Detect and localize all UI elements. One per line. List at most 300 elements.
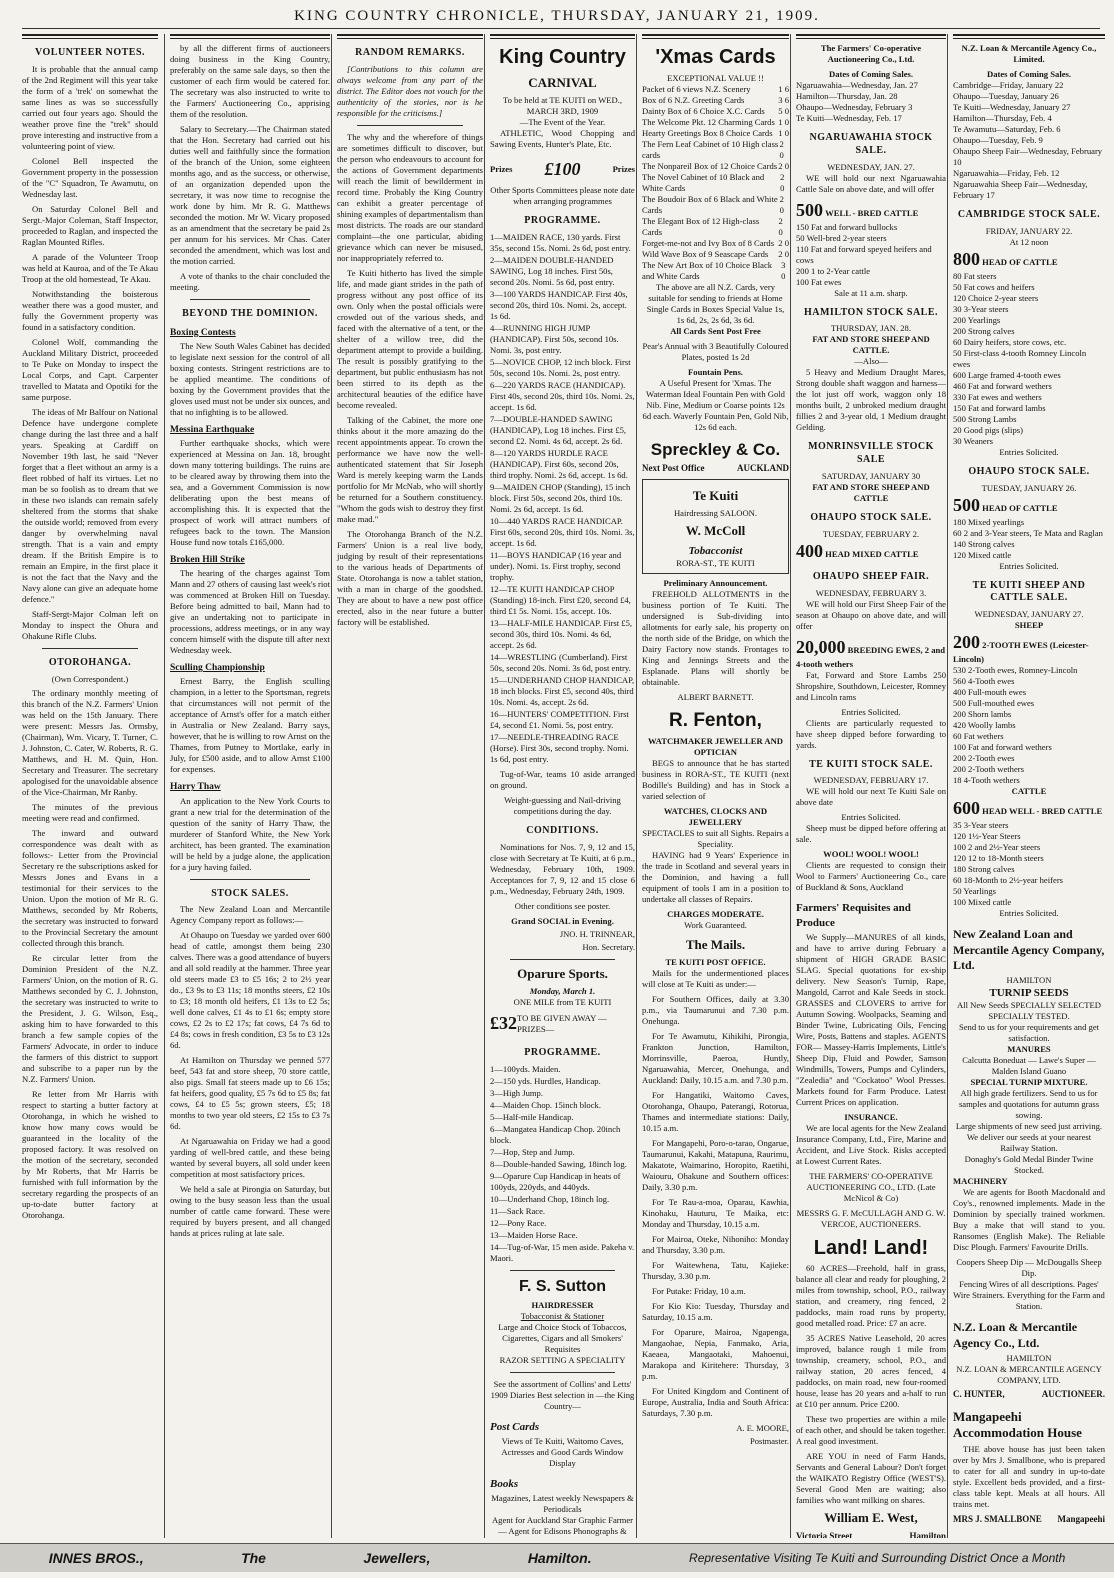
price-value: 2 0: [778, 248, 789, 259]
footer-town: Hamilton.: [527, 1550, 592, 1566]
price-value: 1 6: [778, 83, 789, 94]
list-item: 5—NOVICE CHOP, 12 inch block. First 50s, second 10s. Nomi. 2s, post entry.: [490, 357, 631, 379]
price-item: Box of 6 N.Z. Greeting Cards: [642, 94, 745, 105]
dipped-note: Sheep must be dipped before offering at sale.: [796, 823, 946, 845]
oparure-amount: £32: [490, 1013, 517, 1034]
fenton-work: Work Guaranteed.: [684, 919, 747, 930]
paragraph: The why and the wherefore of things are sometimes difficult to discover, but the person who endeavours to account for the actions of Government departments will reach the limit of bewilderment in record time. Probably the King Country can exhibit a greater percentage of shining examples of departmentalism than most districts. The roads are our standard complaint—the one particular, abiding grievance which can never be misused, nor inappropriately referred to.: [337, 131, 483, 263]
mails-item: For Te Awamutu, Kihikihi, Pirongia, Frankton Junction, Hamilton, Morrinsville, Paeroa, Huntly, Ngaruawahia, Mercer, Onehunga, and Auckland: Daily, 10.15 a.m. and 7.30 p.m.: [642, 1031, 789, 1086]
spreckley-address: [642, 463, 789, 475]
sale-headline: [796, 636, 946, 670]
sale-item: 60 Dairy heifers, store cows, etc.: [953, 336, 1067, 347]
divider: [190, 299, 310, 300]
mails-heading: The Mails.: [685, 936, 746, 952]
sale-count: 200: [953, 632, 980, 653]
stock-sales-title: STOCK SALES.: [211, 887, 289, 899]
sale-item: 200 2-Tooth wethers: [953, 764, 1024, 775]
xmas-note: The above are all N.Z. Cards, very suitable for sending to friends at Home: [648, 281, 783, 303]
sale-count-label: BREEDING EWES, 2 and 4-tooth wethers: [796, 644, 946, 669]
sale-date: FRIDAY, JANUARY 22.: [985, 225, 1073, 236]
dates-item: Te Awamutu—Saturday, Feb. 6: [953, 124, 1061, 134]
list-item: 12—Pony Race.: [490, 1218, 547, 1229]
list-item: 9—Oparure Cup Handicap in heats of 100yds, 220yds, and 440yds.: [490, 1171, 621, 1193]
list-item: 7—DOUBLE-HANDED SAWING (HANDICAP), Log 18 inches. First £5, second £2. Nomi. 4s 6d, accept. 2s 6d.: [490, 414, 627, 447]
sale-heading: CAMBRIDGE STOCK SALE.: [957, 209, 1101, 220]
sale-headline: [953, 494, 1105, 517]
price-value: 2 0: [780, 171, 785, 193]
sale-count-label: WELL - BRED CATTLE: [825, 207, 919, 218]
sale-count-label: HEAD OF CATTLE: [982, 502, 1058, 513]
sale-headline: [796, 199, 946, 222]
footer-firm: INNES BROS.,: [48, 1550, 144, 1566]
conditions-text: Nominations for Nos. 7, 9, 12 and 15, close with Secretary at Te Kuiti, at 6 p.m., Wednesday, February 10th, 1909. Acceptances for 7, 9, 12 and 15 close 6 p.m., Wednesday, February 24th, 1909.: [490, 841, 635, 896]
sale-item: 560 4-Tooth ewes: [953, 676, 1015, 687]
sale-item: 120 12 to 18-Month steers: [953, 853, 1044, 864]
sale-item: 400 Full-mouth ewes: [953, 687, 1027, 698]
sale-heading: HAMILTON STOCK SALE.: [803, 306, 939, 318]
sale-time: At 12 noon: [1009, 236, 1049, 247]
price-value: 2 0: [778, 237, 789, 248]
paragraph: At Hamilton on Thursday we penned 577 beef, 543 fat and store sheep, 70 store cattle, also pigs. Small fat steers made up to £6 15s; fat heifers, good quality, £5 7s 6d to £5 8s; fat cows, £4 to £5 5s; grown steers, £5; 18 months to two year old steers, £2 15s to £3 7s 6d.: [170, 1055, 330, 1132]
smallbone-name: MRS J. SMALLBONE: [953, 1513, 1042, 1524]
fencing-text: Fencing Wires of all descriptions. Pages' Wire Strainers. Everything for the Farm and Station.: [953, 1279, 1105, 1312]
sale-item: 50 Well-bred 2-year steers: [796, 232, 887, 243]
smallbone-town: Mangapeehi: [1057, 1513, 1105, 1524]
list-item: 9—MAIDEN CHOP (Standing), 15 inch block. First 50s, second 20s, third 10s. Nomi. 2s 6d, accept. 1s 6d.: [490, 482, 631, 515]
sale-headline: [796, 540, 946, 563]
sale-item: 330 Fat ewes and wethers: [953, 391, 1042, 402]
requisites-text: We Supply—MANURES of all kinds, and have to arrive during February a shipment of HIGH GRADE BASIC SLAG. Special quotations for ex-ship delivery. New Season's Turnip, Rape, Mangold, Carrot and Kale Seeds in stock. GRASSES and CLOVERS to arrive for Autumn Sowing. Woolpacks, Seaming and Binder Twine, Lubricating Oils, Fencing Wire, Posts, Battens and staples. AGENTS FOR— Massey-Harris Implements, Little's Sheep Dip, Fluid and Powder, Samson Windmills, Towers, Pumps and Cylinders, "Zealedia" and "Cockatoo" Wool Presses. Markets found for Farm Produce. Latest Current Prices on application.: [796, 931, 946, 1107]
oparure-location: ONE MILE from TE KUITI: [513, 997, 612, 1008]
mccoll-saloon: Hairdressing SALOON.: [673, 508, 758, 519]
preliminary-text: FREEHOLD ALLOTMENTS in the business portion of Te Kuiti. The undersigned is Sub-dividing into allotments for early sale, his property on the north side of the Bridge, on which the Dairy Factory now stands. Frontages to King and Jennings Streets and the Esplanade. Plans will shortly be obtainable.: [642, 589, 789, 688]
paragraph: We held a sale at Pirongia on Saturday, but owing to the busy season less than the usual number of cattle came forward. These were required by buyers present, and all changed hands at prices ruling at late sale.: [170, 1184, 330, 1239]
fenton-charges: CHARGES MODERATE.: [667, 908, 764, 919]
paragraph: At Ngaruawahia on Friday we had a good yarding of well-bred cattle, and these being wanted by several buyers, all sold under keen competition at most satisfactory prices.: [170, 1136, 330, 1180]
entries-solicited: Entries Solicited.: [841, 706, 901, 717]
hunter-signature: [953, 1389, 1105, 1401]
sheep-heading: SHEEP: [1014, 620, 1044, 631]
sale-text: WE will hold our next Te Kuiti Sale on above date: [796, 786, 946, 808]
sale-heading: NGARUAWAHIA STOCK SALE.: [809, 132, 933, 156]
price-value: 2 0: [778, 215, 783, 237]
insurance-heading: INSURANCE.: [844, 1111, 898, 1122]
entries-solicited: Entries Solicited.: [999, 446, 1059, 457]
nz-loan-title: N.Z. Loan & Mercantile Agency Co., Limited.: [961, 43, 1097, 64]
paragraph: Salary to Secretary.—The Chairman stated that the Hon. Secretary had carried out his duties well and faithfully since the formation of the branch of the Union, some eighteen months ago, and as the success, or otherwise, of an organization depended upon the secretary, it was now time to recognise the work done by him. Mr R. G. Matthews seconded the motion. Mr W. Vicary proposed as an amendment that the secretary be paid 2s per annum for his services. Mr Chas. Cater seconded the amendment, which was lost and the motion carried.: [170, 124, 330, 266]
sale-item: 200 1 to 2-Year cattle: [796, 265, 871, 276]
spreckley-town: AUCKLAND: [736, 463, 789, 474]
manures-heading: MANURES: [1007, 1044, 1051, 1055]
clients-note: Clients are particularly requested to have sheep dipped before forwarding to yards.: [796, 717, 946, 750]
footer-jewellers: Jewellers,: [363, 1550, 431, 1566]
sale-heading: OHAUPO STOCK SALE.: [810, 512, 932, 524]
mails-item: For Waitewhena, Tatu, Kajieke: Thursday, 3.30 p.m.: [642, 1260, 789, 1282]
accommodation-text: THE above house has just been taken over by Mrs J. Smallbone, who is prepared to cater for all and sundry in up-to-date style. Excellent beds provided, and a first-class table kept. Meals at all hours. All trains met.: [953, 1443, 1105, 1509]
list-item: 3—100 YARDS HANDICAP. First 40s, second 20s, third 10s. Nomi. 2s, accept. 1s 6d.: [490, 289, 628, 322]
sale-item: 180 Strong calves: [953, 864, 1015, 875]
divider: [510, 1270, 615, 1271]
dates-item: Ohaupo—Tuesday, Feb. 9: [953, 135, 1043, 145]
sale-item: 180 Mixed yearlings: [953, 516, 1025, 527]
smallbone-signature: [953, 1514, 1105, 1526]
xmas-cards-list: [642, 84, 789, 282]
prizes-label: Prizes: [490, 164, 513, 175]
sale-count: 20,000: [796, 636, 846, 657]
price-row: [642, 139, 789, 161]
xmas-cards-title: 'Xmas Cards: [655, 46, 776, 68]
sale-item: 460 Fat and forward wethers: [953, 380, 1052, 391]
list-item: 5—Half-mile Handicap.: [490, 1112, 574, 1123]
column-rule: [170, 34, 330, 39]
sale-item: 150 Fat and forward bullocks: [796, 221, 898, 232]
column-volunteer-notes: [22, 34, 163, 1538]
sale-date: WEDNESDAY, FEBRUARY 17.: [813, 775, 929, 786]
sale-heading: TE KUITI STOCK SALE.: [809, 758, 933, 770]
sale-item: 200 2-Tooth ewes: [953, 753, 1015, 764]
paragraph: Colonel Wolf, commanding the Auckland Military District, proceeded to Te Puke on Monday to inspect the Local Corps, and Capt. Carpenter travelled to Matata and Opotiki for the same purpose.: [22, 336, 158, 402]
land-text: These two properties are within a mile of each other, and should be taken together. A real good investment.: [796, 1414, 946, 1447]
sale-item: 100 2 and 2½-Year steers: [953, 842, 1041, 853]
fenton-title: R. Fenton,: [669, 710, 762, 732]
programme-heading: PROGRAMME.: [524, 215, 601, 227]
price-item: The Fern Leaf Cabinet of 10 High class cards: [642, 138, 779, 160]
list-item: 6—Mangatea Handicap Chop. 20inch block.: [490, 1124, 621, 1146]
paragraph: Ernest Barry, the English sculling champion, in a letter to the Sportsman, regrets that circumstances will not permit of the acceptance of Arnst's offer for a match either in Australia or New Zealand. Barry says, however, that he is willing to row Arnst on the Thames, from Putney to Mortlake, early in July, for £500 aside, and to allow Arnst £100 for expenses.: [170, 676, 330, 775]
list-item: 14—WRESTLING (Cumberland). First 50s, second 20s. Nomi. 3s 6d, post entry.: [490, 652, 631, 674]
paragraph: Re letter from Mr Harris with respect to starting a butter factory at Otorohanga, in which he wished to know how many cows would be guaranteed in the locality of the proposed factory. It was resolved on the motion of the secretary, seconded by Mr Roberts, that Mr Harris be furnished with full information by the secretary regarding the prospects of an up-to-date butter factory at Otorohanga.: [22, 1089, 158, 1221]
sale-item: 100 Mixed cattle: [953, 897, 1012, 908]
sale-item: 110 Fat and forward speyed heifers and cows: [796, 243, 932, 265]
footer-visiting: Representative Visiting Te Kuiti and Surrounding District Once a Month: [689, 1551, 1066, 1565]
price-row: [642, 117, 789, 128]
mails-item: For Te Rau-a-moa, Oparau, Kawhia, Kinohaku, Hauturu, Te Maika, etc: Monday and Thursday, 10.15 a.m.: [642, 1197, 789, 1230]
volunteer-notes-title: VOLUNTEER NOTES.: [34, 47, 146, 58]
oparure-prizes: [490, 1008, 635, 1039]
divider: [510, 959, 615, 960]
wool-text: Clients are requested to consign their Wool to Farmers' Auctioneering Co., care of Buckland & Sons, Auckland: [796, 860, 946, 893]
sale-item: 600 Large framed 4-tooth ewes: [953, 369, 1061, 380]
price-value: 2 0: [778, 160, 789, 171]
column-random-remarks: [331, 34, 488, 1538]
list-item: 12—TE KUITI HANDICAP CHOP (Standing) 18-inch. First £20, second £4, third £1 5s. Nomi. 15s, accept. 10s.: [490, 584, 631, 617]
correspondent-note: (Own Correspondent.): [51, 673, 129, 684]
hunter-name: C. HUNTER,: [953, 1389, 1005, 1400]
mails-item: Mails for the undermentioned places will close at Te Kuiti as under:—: [642, 968, 789, 990]
shipment-text: Large shipments of new seed just arriving. We deliver our seeds at your nearest Railway Station.: [955, 1121, 1103, 1154]
hunter-title: AUCTIONEER.: [1041, 1389, 1105, 1400]
column-news: [164, 34, 335, 1538]
paragraph: Re circular letter from the Dominion President of the N.Z. Farmers' Union, on the motion of R. G. Matthews seconded by C. J. Johnston, the secretary was instructed to write to the President, J. G. Wilson, Esq., asking him to have forwarded to this branch a few sample copies of the Farmers' Advocate, in order to induce the farmers of this district to support and subscribe to a paper run by the N.Z. Farmers' Union.: [22, 953, 158, 1085]
list-item: 2—MAIDEN DOUBLE-HANDED SAWING, Log 18 inches. First 50s, second 20s. Nomi. 5s 6d, post entry.: [490, 255, 615, 288]
dates-item: Ngaruawahia—Wednesday, Jan. 27: [796, 80, 918, 90]
paragraph: The Otorohanga Branch of the N.Z. Farmers' Union is a real live body, judging by result of their representations to the various heads of Departments of State. Otorohanga is now a tablet station, with a man in charge of the goodshed. They are about to have a new post office erected, also in the near future a butter factory will be established.: [337, 528, 483, 627]
sale-date: WEDNESDAY, JAN. 27.: [827, 161, 915, 172]
sale-item: 530 2-Tooth ewes, Romney-Lincoln: [953, 665, 1078, 676]
sale-count: 800: [953, 248, 980, 269]
paragraph: On Saturday Colonel Bell and Sergt.-Major Coleman, Staff Inspector, proceeded to Raglan, and inspected the Raglan Mounted Rifles.: [22, 203, 158, 247]
post-cards-text: Views of Te Kuiti, Waitomo Caves, Actresses and Good Cards Window Display: [501, 1435, 624, 1468]
paragraph: A vote of thanks to the chair concluded the meeting.: [170, 271, 330, 292]
sale-item: 150 Fat and forward lambs: [953, 402, 1046, 413]
sale-item: 50 Yearlings: [953, 886, 996, 897]
diaries-note: See the assortment of Collins' and Letts' 1909 Diaries Best selection in —the King Country—: [490, 1378, 635, 1411]
price-value: 2 0: [779, 138, 784, 160]
land-text: 35 ACRES Native Leasehold, 20 acres improved, balance rough 1 mile from township, creamery, school, P.O., and railway station, 20 acres fenced, 4 paddocks, on main road, new four-roomed house, lease has 20 years and a-half to run at £10 per annum. Price £200.: [796, 1333, 946, 1410]
price-row: [642, 216, 789, 238]
dates-heading: Dates of Coming Sales.: [986, 69, 1072, 79]
list-item: 3—High Jump.: [490, 1088, 543, 1099]
mccoll-tobacconist: Tobacconist: [688, 545, 743, 558]
mails-item: For Kio Kio: Tuesday, Thursday and Saturday, 10.15 a.m.: [642, 1301, 789, 1323]
sutton-razor: RAZOR SETTING A SPECIALITY: [499, 1354, 626, 1365]
binder-text: Donaghy's Gold Medal Binder Twine Stocked.: [964, 1154, 1094, 1176]
sale-item: 50 First-class 4-tooth Romney Lincoln ewes: [953, 347, 1087, 369]
sale-count: 500: [796, 199, 823, 220]
mails-item: For Putake: Friday, 10 a.m.: [652, 1286, 746, 1297]
column-farmers-coop: [790, 34, 951, 1538]
turnip-mixture: SPECIAL TURNIP MIXTURE.: [970, 1077, 1088, 1088]
mccoll-advert: [642, 479, 789, 574]
xmas-post-free: All Cards Sent Post Free: [670, 325, 761, 336]
nz-loan-advert-title-2: N.Z. Loan & Mercantile Agency Co., Ltd.: [953, 1320, 1078, 1350]
list-item: 1—MAIDEN RACE, 130 yards. First 35s, second 15s. Nomi. 2s 6d, post entry.: [490, 232, 631, 254]
fountain-pens-heading: Fountain Pens.: [688, 366, 743, 377]
prizes-banner: [490, 154, 635, 185]
dates-item: Ohaupo—Wednesday, February 3: [796, 102, 913, 112]
sale-count: 600: [953, 798, 980, 819]
sale-count-label: HEAD WELL - BRED CATTLE: [982, 806, 1103, 817]
fenton-text: BEGS to announce that he has started business in RORA-ST., TE KUITI (next Bodille's Building) and has in Stock a varied selection of: [642, 757, 789, 801]
xmas-single: Single Cards in Boxes Special Value 1s, 1s 6d, 2s, 2s 6d, 3s 6d.: [646, 303, 785, 325]
secretary-title: Hon. Secretary.: [582, 941, 635, 952]
nz-loan-advert-title: New Zealand Loan and Mercantile Agency Company, Ltd.: [953, 927, 1105, 973]
pears-annual: Pear's Annual with 3 Beautifully Coloured Plates, posted 1s 2d: [642, 340, 789, 362]
mails-item: For Southern Offices, daily at 3.30 p.m., via Taumarunui and 7.30 p.m. Onehunga.: [642, 994, 789, 1027]
divider: [357, 125, 463, 126]
price-item: The Nonpareil Box of 12 Choice Cards: [642, 160, 778, 171]
nz-loan-town: HAMILTON: [1006, 975, 1052, 986]
sale-text: FAT AND STORE SHEEP AND CATTLE: [812, 482, 930, 504]
price-row: [642, 260, 789, 282]
sale-item: 60 18-Month to 2½-year heifers: [953, 875, 1064, 886]
sale-item: 420 Woolly lambs: [953, 720, 1016, 731]
sale-item: 18 4-Tooth wethers: [953, 775, 1020, 786]
sale-item: 35 3-Year steers: [953, 820, 1009, 831]
sale-headline: [953, 797, 1105, 820]
list-item: 4—RUNNING HIGH JUMP (HANDICAP). First 50s, second 10s. Nomi. 3s, post entry.: [490, 323, 619, 356]
carnival-athletic: ATHLETIC, Wood Chopping and Sawing Events, Hunter's Plate, Etc.: [490, 128, 635, 150]
price-item: The Novel Cabinet of 10 Black and White Cards: [642, 171, 765, 193]
sale-headline: [953, 631, 1105, 665]
fenton-having: HAVING had 9 Years' Experience in the trade in Scotland and several years in the Dominion, and having a full equipment of tools I am in a position to undertake all classes of Repairs.: [642, 849, 789, 904]
manures-text: Calcutta Boneduat — Lawe's Super — Malden Island Guano: [962, 1055, 1096, 1077]
mccoll-name: W. McColl: [685, 523, 746, 539]
nz-loan-town-2: HAMILTON: [1006, 1353, 1052, 1364]
price-row: [642, 106, 789, 117]
price-row: [642, 172, 789, 194]
sale-item: 100 Fat and forward wethers: [953, 742, 1052, 753]
oparure-programme-heading: PROGRAMME.: [524, 1047, 601, 1059]
list-item: 7—Hop, Step and Jump.: [490, 1147, 575, 1158]
seeds-send: Send to us for your requirements and get satisfaction.: [958, 1022, 1100, 1044]
postmaster-title: Postmaster.: [750, 1436, 789, 1446]
secretary-name: JNO. H. TRINNEAR,: [559, 928, 635, 939]
sale-item: 100 Fat ewes: [796, 276, 842, 287]
column-rule: [642, 34, 789, 39]
list-item: 11—BOYS HANDICAP (16 year and under). Nomi. 1s. First trophy, second trophy.: [490, 550, 622, 583]
west-address: [796, 1531, 946, 1538]
beyond-dominion-title: BEYOND THE DOMINION.: [182, 308, 318, 319]
sale-item: 140 Strong calves: [953, 538, 1015, 549]
sale-heading: MONRINSVILLE STOCK SALE: [808, 441, 934, 466]
sale-count-label: 2-TOOTH EWES (Leicester-Lincoln): [953, 640, 1089, 665]
sale-time: Sale at 11 a.m. sharp.: [834, 287, 908, 298]
list-item: 13—HALF-MILE HANDICAP. First £5, second 30s, third 10s. Nomi. 4s 6d, accept. 2s 6d.: [490, 618, 633, 651]
masthead: KING COUNTRY CHRONICLE, THURSDAY, JANUARY 21, 1909.: [294, 8, 820, 24]
masthead-rule: [22, 28, 1100, 29]
fenton-sub: WATCHMAKER JEWELLER AND OPTICIAN: [648, 735, 783, 757]
column-xmas-cards: [636, 34, 794, 1538]
wool-heading: WOOL! WOOL! WOOL!: [823, 849, 919, 860]
fenton-spectacles: SPECTACLES to suit all Sights. Repairs a Speciality.: [642, 827, 789, 849]
paragraph: The ideas of Mr Balfour on National Defence have undergone complete change during the last three and a half years. Speaking at Cardiff on November 19th last, he said "Never forget that a fleet without an army is a fleet robbed of half its virtues. Let no man be so foolish as to dream that we in these two islands can remain safely sheltered from the storms that shake the outside world; removed from every danger by overwhelming naval strength. That is a vain and empty dream. If the British Empire is to remain an Empire, in the first place it is not the fact that the Navy and the Navy alone can give an adequate home defence.": [22, 406, 159, 604]
list-item: 16—HUNTERS' COMPETITION. First £4, second £1. Nomi. 5s, post entry.: [490, 709, 629, 731]
registry-text: ARE YOU in need of Farm Hands, Servants and General Labour? Don't forget the WAIKATO Registry Office (WEST'S). Several Good Men are waiting; also families who want milking on shares.: [796, 1451, 946, 1506]
mails-item: For Hangatiki, Waitomo Caves, Otorohanga, Ohaupo, Paterangi, Rotorua, Thames and intermediate stations: Daily, 10.15 a.m.: [642, 1090, 789, 1134]
boxing-heading: Boxing Contests: [170, 327, 236, 338]
sale-item: 500 Full-mouthed ewes: [953, 698, 1035, 709]
list-item: 8—Double-handed Sawing, 18inch log.: [490, 1159, 627, 1170]
sale-count: 500: [953, 494, 980, 515]
list-item: 17—NEEDLE-THREADING RACE (Horse). First 30s, second trophy. Nomi. 1s 6d, post entry.: [490, 732, 629, 765]
sale-date: WEDNESDAY, JANUARY 27.: [974, 609, 1084, 620]
sale-item: 200 Strong calves: [953, 325, 1015, 336]
sale-item: 120 Mixed cattle: [953, 549, 1012, 560]
price-value: 2 0: [779, 193, 784, 215]
sale-heading: OHAUPO SHEEP FAIR.: [812, 570, 930, 582]
sale-date: SATURDAY, JANUARY 30: [821, 471, 921, 482]
machinery-text: We are agents for Booth Macdonald and Coy's., renowned implements. Made in the Dominion by specially trained workmen. Buy a make that will stand to you. Ransomes (English Make). The Reliable Disc Plough. Farmers' Favourite Drills.: [953, 1187, 1105, 1253]
list-item: 10—440 YARDS RACE HANDICAP. First 60s, second 20s, third 10s. Nomi. 3s, accept. 1s 6d.: [490, 516, 635, 549]
sale-item: 200 Shorn lambs: [953, 709, 1012, 720]
sutton-tobacconist: Tobacconist & Stationer: [520, 1310, 605, 1321]
entries-solicited: Entries Solicited.: [999, 908, 1059, 919]
price-row: [642, 95, 789, 106]
sale-text: FAT AND STORE SHEEP AND CATTLE.: [812, 334, 930, 356]
sale-date: WEDNESDAY, FEBRUARY 3.: [815, 587, 927, 598]
mails-sub: TE KUITI POST OFFICE.: [665, 957, 766, 968]
price-item: Hearty Greetings Box 8 Choice Cards: [642, 127, 773, 138]
paragraph: Te Kuiti hitherto has lived the simple life, and made giant strides in the path of progress without any post office of its own. Only when the postal officials were crowded out of the various sheds, and faced with the alternative of a tent, or the shelter of a willow tree, did the department attempt to provide a building. The result is possibly gratifying to the department, but public enthusiasm has not been stirred to its depth as the architectural beauties of the edifice have become revealed.: [337, 267, 483, 410]
paragraph: An application to the New York Courts to grant a new trial for the determination of the question of the sanity of Harry Thaw, the murderer of Stanford White, the New York architect, has been granted. The examination will be held by a judge alone, the application for a jury having failed.: [170, 795, 330, 872]
mails-item: For Mangapehi, Poro-o-tarao, Ongarue, Taumarunui, Kakahi, Matapuna, Raurimu, Makatote, Waimarino, Horopito, Raetihi, Waiouru, Ohakune and Southern offices: Daily, 3.30 p.m.: [642, 1138, 789, 1193]
dates-item: Te Kuiti—Wednesday, Feb. 17: [796, 113, 902, 123]
sale-count-label: HEAD MIXED CATTLE: [825, 548, 919, 559]
books-heading: Books: [490, 1477, 519, 1490]
grand-social: Grand SOCIAL in Evening.: [511, 915, 614, 926]
accommodation-heading: Mangapeehi Accommodation House: [953, 1408, 1082, 1441]
price-row: [642, 128, 789, 139]
sale-heading: TE KUITI SHEEP AND CATTLE SALE.: [972, 579, 1086, 604]
sale-item: 80 Fat steers: [953, 270, 997, 281]
column-carnival: [484, 34, 640, 1538]
paragraph: The inward and outward correspondence was dealt with as follows:- Letter from the Provincial Secretary re the subscriptions asked for Messrs Jones and Evans in a testimonial for their services to the Union. Upon the motion of Mr R. G. Matthews, seconded by Mr Roberts, the secretary was instructed to forward to the Provincial Secretary the amount collected through this branch.: [22, 828, 158, 949]
dates-item: Hamilton—Thursday, Jan. 28: [796, 91, 898, 101]
list-item: 10—Underhand Chop, 18inch log.: [490, 1194, 610, 1205]
nz-loan-company: N.Z. LOAN & MERCANTILE AGENCY COMPANY, LTD.: [956, 1364, 1102, 1386]
auctioneers: MESSRS G. F. McCULLAGH AND G. W. VERCOE, AUCTIONEERS.: [796, 1207, 946, 1229]
sale-item: 30 3-Year steers: [953, 303, 1009, 314]
machinery-heading: MACHINERY: [953, 1176, 1008, 1187]
dates-item: Ohaupo Sheep Fair—Wednesday, February 10: [953, 146, 1103, 167]
divider: [42, 648, 138, 649]
list-item: 13—Maiden Horse Race.: [490, 1230, 578, 1241]
column-rule: [337, 34, 483, 39]
sale-date: THURSDAY, JAN. 28.: [831, 323, 911, 334]
sutton-hairdresser: HAIRDRESSER: [531, 1299, 594, 1310]
sheep-dip-text: Coopers Sheep Dip — McDougalls Sheep Dip.: [956, 1257, 1102, 1279]
mccoll-address: RORA-ST., TE KUITI: [676, 558, 755, 569]
column-rule: [22, 34, 158, 39]
spreckley-location: Next Post Office: [642, 463, 705, 474]
list-item: 8—120 YARDS HURDLE RACE (HANDICAP). First 60s, second 20s, third trophy. Nomi. 2s 6d, accept. 1s 6d.: [490, 448, 628, 481]
column-nz-loan: [947, 34, 1110, 1538]
entries-solicited: Entries Solicited.: [999, 560, 1059, 571]
sale-item: 120 1½-Year Steers: [953, 831, 1021, 842]
paragraph: It is probable that the annual camp of the 2nd Regiment will this year take the form of a 'trek' on somewhat the same lines as was so successfully carried out four years ago. Should the weather prove fine the "trek" should prove interesting and instructive from a volunteering point of view.: [22, 63, 158, 151]
editor-note: [Contributions to this column are always welcome from any part of the district. The Editor does not vouch for the authenticity of the stories, nor is he responsible for the criticisms.]: [337, 63, 483, 118]
sale-text: WE will hold our next Ngaruawahia Cattle Sale on above date, and will offer: [796, 172, 946, 194]
list-item: 11—Sack Race.: [490, 1206, 546, 1217]
books-text: Magazines, Latest weekly Newspapers & Periodicals: [491, 1492, 634, 1514]
price-item: Forget-me-not and Ivy Box of 8 Cards: [642, 237, 775, 248]
sale-item: 60 Fat wethers: [953, 731, 1004, 742]
postmaster-name: A. E. MOORE,: [736, 1423, 789, 1434]
spreckley-title: Spreckley & Co.: [650, 439, 781, 459]
sale-date: TUESDAY, JANUARY 26.: [981, 482, 1077, 493]
mccoll-town: Te Kuiti: [692, 487, 739, 503]
sale-item: 20 Good pigs (slips): [953, 424, 1023, 435]
column-rule: [490, 34, 635, 39]
programme-list: [490, 232, 635, 765]
sale-headline: [953, 248, 1105, 271]
cattle-heading: CATTLE: [1011, 786, 1047, 797]
paragraph: Notwithstanding the boisterous weather there was a good muster, and fully the Government property was found in a satisfactory condition.: [22, 288, 158, 332]
price-value: 5 0: [778, 105, 789, 116]
dates-item: Ngaruawahia Sheep Fair—Wednesday, February 17: [953, 179, 1088, 200]
sculling-heading: Sculling Championship: [170, 663, 265, 674]
carnival-subtitle: CARNIVAL: [528, 74, 597, 90]
prizes-label: Prizes: [612, 164, 635, 175]
fountain-pens-text: A Useful Present for 'Xmas. The Waterman Ideal Fountain Pen with Gold Nib. Fine, Medium or Coarse points 12s 6d each. Waverly Fountain Pen, Gold Nib, 12s 6d each.: [642, 377, 789, 432]
list-item: 15—UNDERHAND CHOP HANDICAP, 18 inch blocks. First £5, second 40s, third 10s. Nomi. 4s, accept. 2s 6d.: [490, 675, 635, 708]
paragraph: At Ohaupo on Tuesday we yarded over 600 head of cattle, amongst them being 230 calves. There was a good attendance of buyers and all sold readily at the hammer. Three year old steers made £3 to £5 16s; 2 to 2½ year do., £3 9s to £3 11s; 18 months steers, £2 10s to £3; 18 month old heifers, £1 13s to £2 5s; well done calves, £1 4s to £1 6s; empty store cows, £2 2s to £2 17s; fat cows, £4 7s 6d to £4 8s; cows in fresh condition, £3 5s to £3 12s 6d.: [170, 930, 330, 1051]
otorohanga-title: OTOROHANGA.: [48, 656, 132, 668]
tug-of-war-note: Tug-of-War, teams 10 aside arranged on ground.: [490, 769, 635, 791]
price-row: [642, 84, 789, 95]
price-item: Dainty Box of 6 Choice X.C. Cards: [642, 105, 765, 116]
list-item: 4—Maiden Chop. 15inch block.: [490, 1100, 601, 1111]
price-value: 3 0: [781, 259, 786, 281]
entries-solicited: Entries Solicited.: [841, 812, 901, 823]
divider: [190, 879, 310, 880]
mails-item: For United Kingdom and Continent of Europe, Australia, India and South Africa: Saturdays, 7.30 p.m.: [642, 1386, 789, 1419]
divider: [510, 1372, 615, 1373]
sale-date: TUESDAY, FEBRUARY 2.: [822, 528, 920, 539]
random-remarks-title: RANDOM REMARKS.: [355, 47, 465, 58]
price-item: The Elegant Box of 12 High-class Cards: [642, 215, 760, 237]
